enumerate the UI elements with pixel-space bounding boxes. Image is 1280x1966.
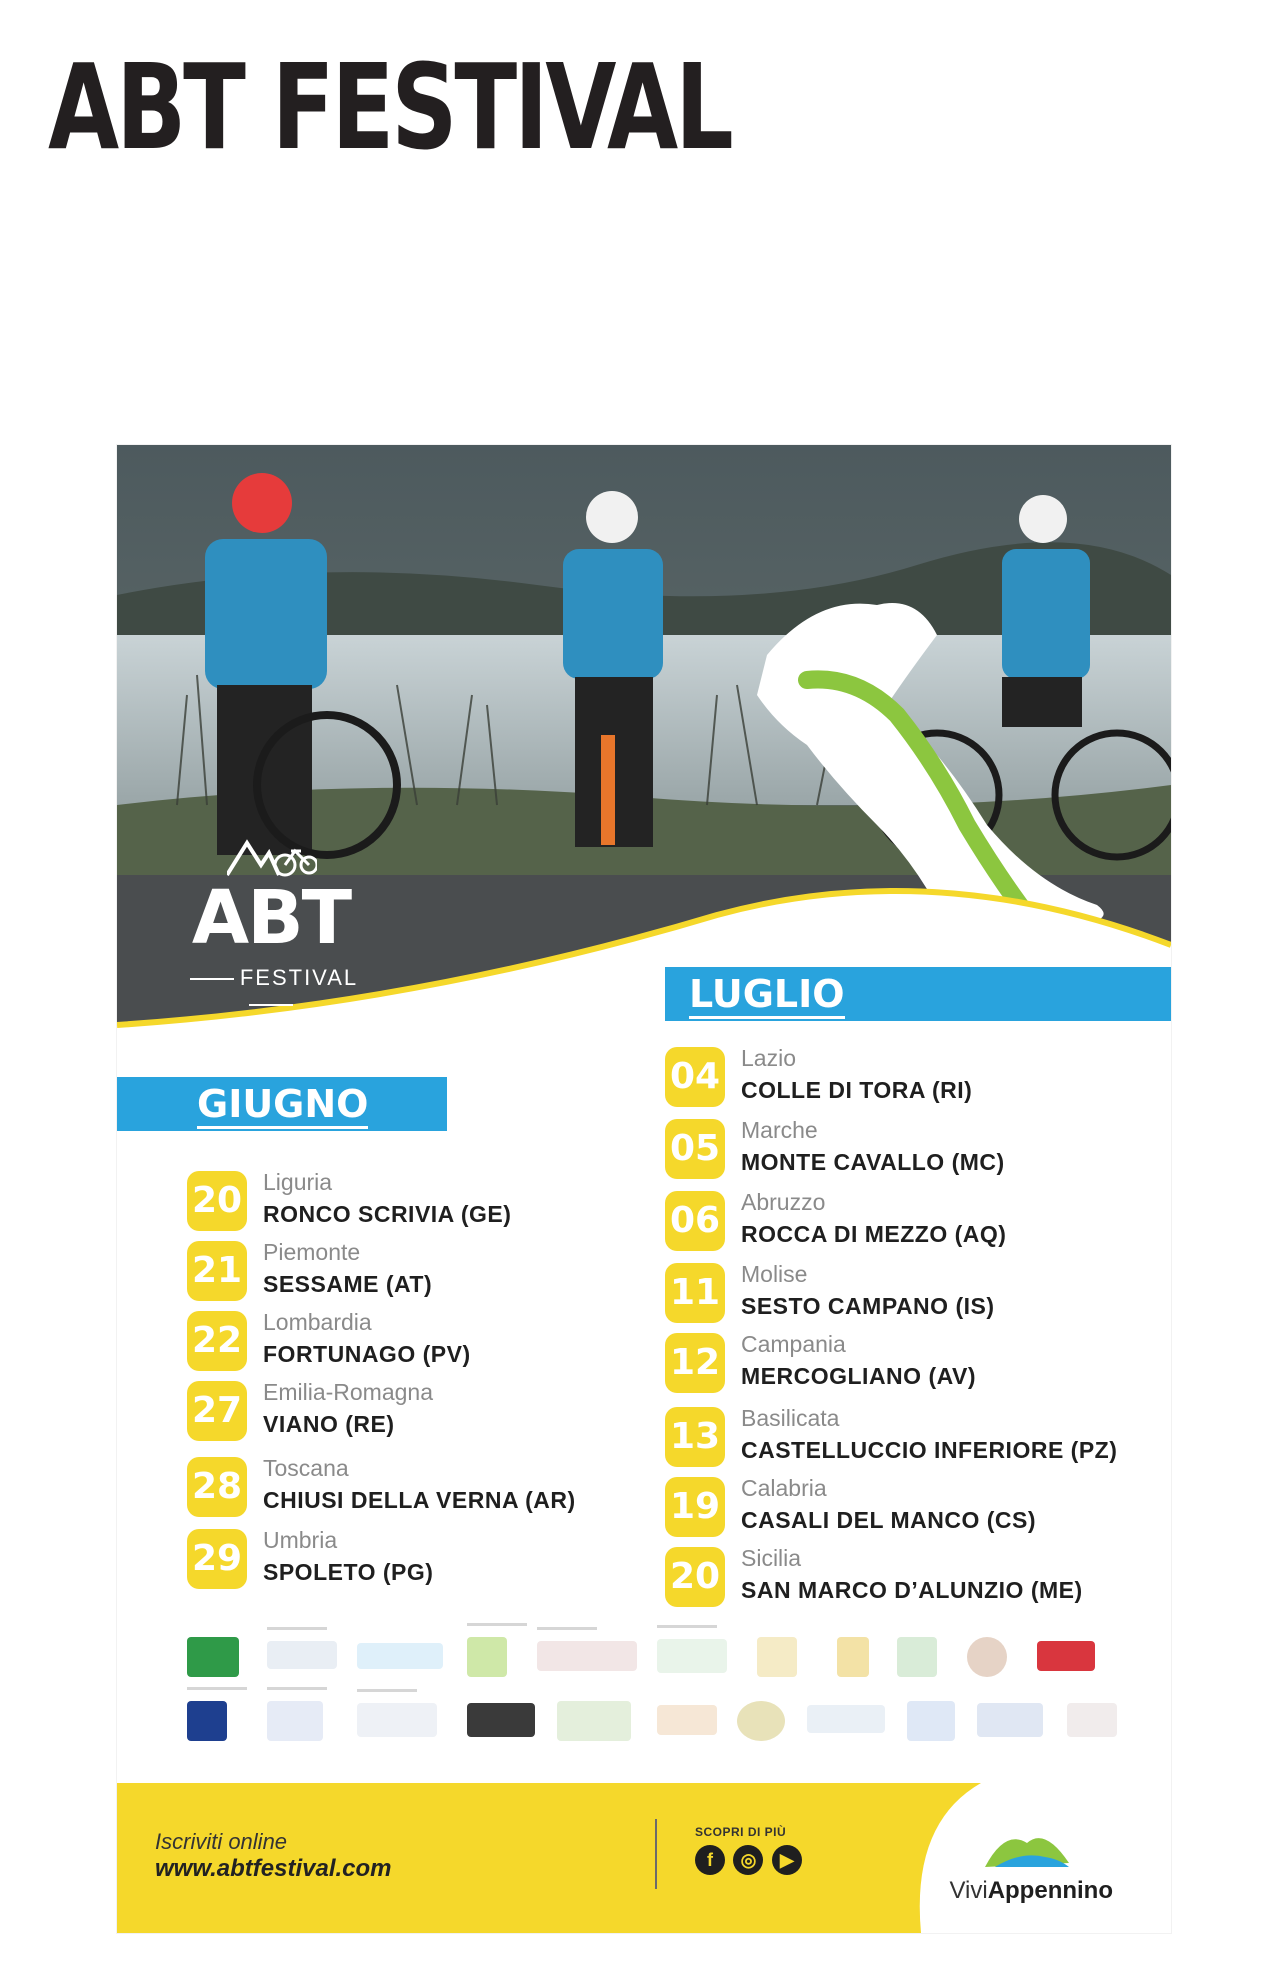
event-town: SESSAME (AT) [263, 1271, 433, 1297]
social-icons [695, 1845, 806, 1875]
luglio-header: LUGLIO [665, 967, 1171, 1021]
event-region: Lombardia [263, 1309, 372, 1335]
youtube-icon[interactable]: ▶ [772, 1845, 802, 1875]
event-town: CHIUSI DELLA VERNA (AR) [263, 1487, 576, 1513]
sponsor-logo [467, 1703, 535, 1737]
event-region: Sicilia [741, 1545, 802, 1571]
sponsor-logo [977, 1703, 1043, 1737]
event-region: Campania [741, 1331, 846, 1357]
sponsor-logo [357, 1703, 437, 1737]
event-day: 13 [665, 1407, 725, 1467]
event-town: SAN MARCO D’ALUNZIO (ME) [741, 1577, 1083, 1603]
event-town: CASALI DEL MANCO (CS) [741, 1507, 1037, 1533]
abt-festival-logo [161, 835, 381, 995]
sponsor-logo [897, 1637, 937, 1677]
event-town: VIANO (RE) [263, 1411, 395, 1437]
event-day: 04 [665, 1047, 725, 1107]
event-region: Marche [741, 1117, 818, 1143]
event-day: 20 [187, 1171, 247, 1231]
sponsor-logo [737, 1701, 785, 1741]
sponsor-logo [267, 1641, 337, 1669]
event-day: 06 [665, 1191, 725, 1251]
event-region: Umbria [263, 1527, 338, 1553]
abt-logo-text: ABT [191, 875, 351, 961]
event-region: Toscana [263, 1455, 349, 1481]
signup-label: Iscriviti online [155, 1829, 288, 1854]
event-town: SPOLETO (PG) [263, 1559, 434, 1585]
sponsor-logo [187, 1637, 239, 1677]
event-region: Emilia-Romagna [263, 1379, 434, 1405]
festival-poster [117, 445, 1171, 1933]
event-region: Abruzzo [741, 1189, 826, 1215]
event-town: COLLE DI TORA (RI) [741, 1077, 973, 1103]
event-day: 11 [665, 1263, 725, 1323]
event-day: 05 [665, 1119, 725, 1179]
signup-link[interactable]: www.abtfestival.com [155, 1855, 392, 1882]
sponsor-logo [757, 1637, 797, 1677]
event-day: 19 [665, 1477, 725, 1537]
sponsor-logo [357, 1643, 443, 1669]
event-town: MERCOGLIANO (AV) [741, 1363, 977, 1389]
event-day: 20 [665, 1547, 725, 1607]
page-title: ABT FESTIVAL [48, 38, 731, 176]
event-day: 29 [187, 1529, 247, 1589]
sponsor-logo [907, 1701, 955, 1741]
sponsor-logo [267, 1701, 323, 1741]
event-town: MONTE CAVALLO (MC) [741, 1149, 1005, 1175]
event-day: 27 [187, 1381, 247, 1441]
facebook-icon[interactable]: f [695, 1845, 725, 1875]
discover-label: SCOPRI DI PIÙ [695, 1825, 787, 1839]
sponsor-logo [557, 1701, 631, 1741]
event-region: Calabria [741, 1475, 827, 1501]
event-day: 12 [665, 1333, 725, 1393]
event-region: Liguria [263, 1169, 333, 1195]
event-region: Piemonte [263, 1239, 361, 1265]
sponsor-logo [657, 1639, 727, 1673]
sponsor-logo [1037, 1641, 1095, 1671]
sponsor-logo [837, 1637, 869, 1677]
sponsor-logo [657, 1705, 717, 1735]
vivi-appennino-logo: ViviAppennino [949, 1877, 1113, 1904]
event-town: FORTUNAGO (PV) [263, 1341, 471, 1367]
sponsor-logos [177, 1637, 1117, 1757]
vivi-appennino-mountain-icon [985, 1823, 1069, 1869]
instagram-icon[interactable]: ◎ [733, 1845, 763, 1875]
event-day: 22 [187, 1311, 247, 1371]
event-region: Lazio [741, 1045, 796, 1071]
event-town: CASTELLUCCIO INFERIORE (PZ) [741, 1437, 1118, 1463]
mountain-bike-icon [227, 835, 317, 877]
sponsor-logo [1067, 1703, 1117, 1737]
sponsor-logo [537, 1641, 637, 1671]
sponsor-logo [967, 1637, 1007, 1677]
event-region: Basilicata [741, 1405, 840, 1431]
event-day: 21 [187, 1241, 247, 1301]
sponsor-logo [187, 1701, 227, 1741]
event-town: RONCO SCRIVIA (GE) [263, 1201, 512, 1227]
event-town: SESTO CAMPANO (IS) [741, 1293, 995, 1319]
event-region: Molise [741, 1261, 808, 1287]
giugno-header: GIUGNO [117, 1077, 447, 1131]
sponsor-logo [807, 1705, 885, 1733]
footer-bar [117, 1783, 1171, 1933]
event-town: ROCCA DI MEZZO (AQ) [741, 1221, 1007, 1247]
sponsor-logo [467, 1637, 507, 1677]
event-day: 28 [187, 1457, 247, 1517]
festival-logo-text: FESTIVAL [161, 965, 381, 1017]
